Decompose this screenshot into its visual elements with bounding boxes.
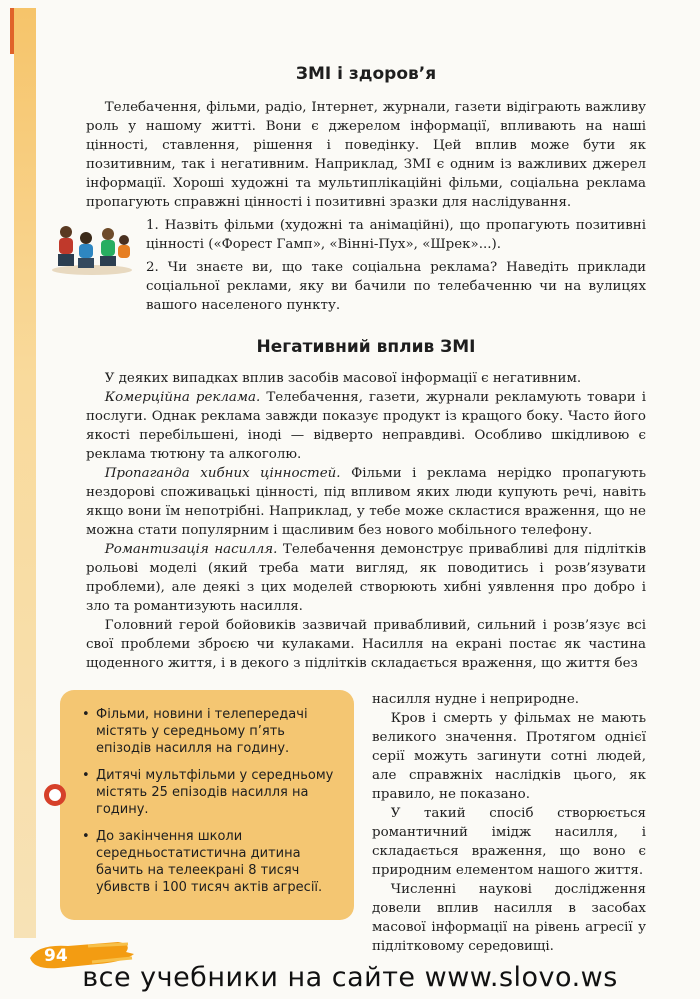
fact-item: • До закінчення школи середньостатистична дитина бачить на телеекрані 8 тисяч убивств і 100 тисяч актів агресії. — [96, 828, 340, 896]
paragraph-values — [86, 464, 646, 540]
lead-paragraph: У деяких випадках вплив засобів масової інформації є негативним. — [104, 371, 582, 386]
page-edge-bar — [14, 8, 36, 938]
question-1: 1. Назвіть фільми (художні та анімаційні), що пропагують позитивні цінності («Форест Гамп», «Вінні-Пух», «Шрек»...). — [146, 218, 646, 252]
text-values: Фільми і реклама нерідко пропагують нездорові споживацькі цінності, під впливом яких люди купують речі, навіть якщо вони їм непотрібні. Наприклад, у тебе може скластися враження, що не можна стати популярним і щасливим без нового мобільного телефону. — [86, 466, 646, 538]
right-paragraph: Кров і смерть у фільмах не мають великого значення. Протягом однієї серії можуть загинути сотні людей, але справжніх наслідків цього, як правило, не показано. — [372, 711, 646, 802]
main-text — [86, 40, 646, 673]
question-2: 2. Чи знаєте ви, що таке соціальна реклама? Наведіть приклади соціальної реклами, яку ви бачили по телебаченню чи на вулицях вашого населеного пункту. — [146, 260, 646, 313]
hero-paragraph: Головний герой бойовиків зазвичай привабливий, сильний і розв’язує всі свої проблеми зброєю чи кулаками. Насилля на екрані постає як частина щоденного життя, і в декого з підлітків складається враження, що життя без — [86, 618, 646, 671]
page-number: 94 — [44, 946, 68, 966]
section-title: Негативний вплив ЗМІ — [256, 337, 476, 357]
fact-item: • Дитячі мультфільми у середньому містять 25 епізодів насилля на годину. — [96, 767, 340, 818]
intro-paragraph: Телебачення, фільми, радіо, Інтернет, журнали, газети відіграють важливу роль у нашому житті. Вони є джерелом інформації, впливають на наші цінності, ставлення, рішення і поведінку. Цей вплив може бути як позитивним, так і негативним. Наприклад, ЗМІ є одним із важливих джерел інформації. Хороші художні та мультиплікаційні фільми, соціальна реклама пропагують справжні цінності і позитивні зразки для наслідування. — [86, 100, 646, 210]
questions-block — [86, 216, 646, 315]
term-values: Пропаганда хибних цінностей. — [104, 466, 341, 481]
term-ads: Комерційна реклама. — [104, 390, 261, 405]
facts-list — [82, 706, 340, 896]
right-column — [372, 690, 646, 956]
right-paragraph: У такий спосіб створюється романтичний імідж насилля, і складається враження, що воно є природним елементом нашого життя. — [372, 806, 646, 878]
page-title: ЗМІ і здоров’я — [295, 64, 437, 84]
students-illustration-icon — [50, 218, 134, 276]
watermark-text: все учебники на сайте www.slovo.ws — [82, 962, 618, 993]
text-violence: Телебачення демонструє привабливі для підлітків рольові моделі (який треба мати вигляд, як поводитись і розв’язувати проблеми), але деякі з цих моделей створюють хибні уявлення про добро і зло та романтизують насилля. — [86, 542, 646, 614]
term-violence: Романтизація насилля. — [104, 542, 278, 557]
right-paragraph: Численні наукові дослідження довели вплив насилля в засобах масової інформації на рівень агресії у підлітковому середовищі. — [372, 882, 646, 954]
text-ads: Телебачення, газети, журнали рекламують товари і послуги. Однак реклама завжди показує продукт із кращого боку. Часто його якості перебільшені, іноді — відверто неправдиві. Особливо шкідливою є реклама тютюну та алкоголю. — [86, 390, 647, 462]
paragraph-ads — [86, 388, 646, 464]
paragraph-violence — [86, 540, 646, 616]
fact-item: • Фільми, новини і телепередачі містять у середньому п’ять епізодів насилля на годину. — [96, 706, 340, 757]
facts-box — [60, 690, 354, 920]
ring-marker-icon — [44, 784, 66, 806]
right-paragraph: насилля нудне і неприродне. — [372, 692, 579, 707]
